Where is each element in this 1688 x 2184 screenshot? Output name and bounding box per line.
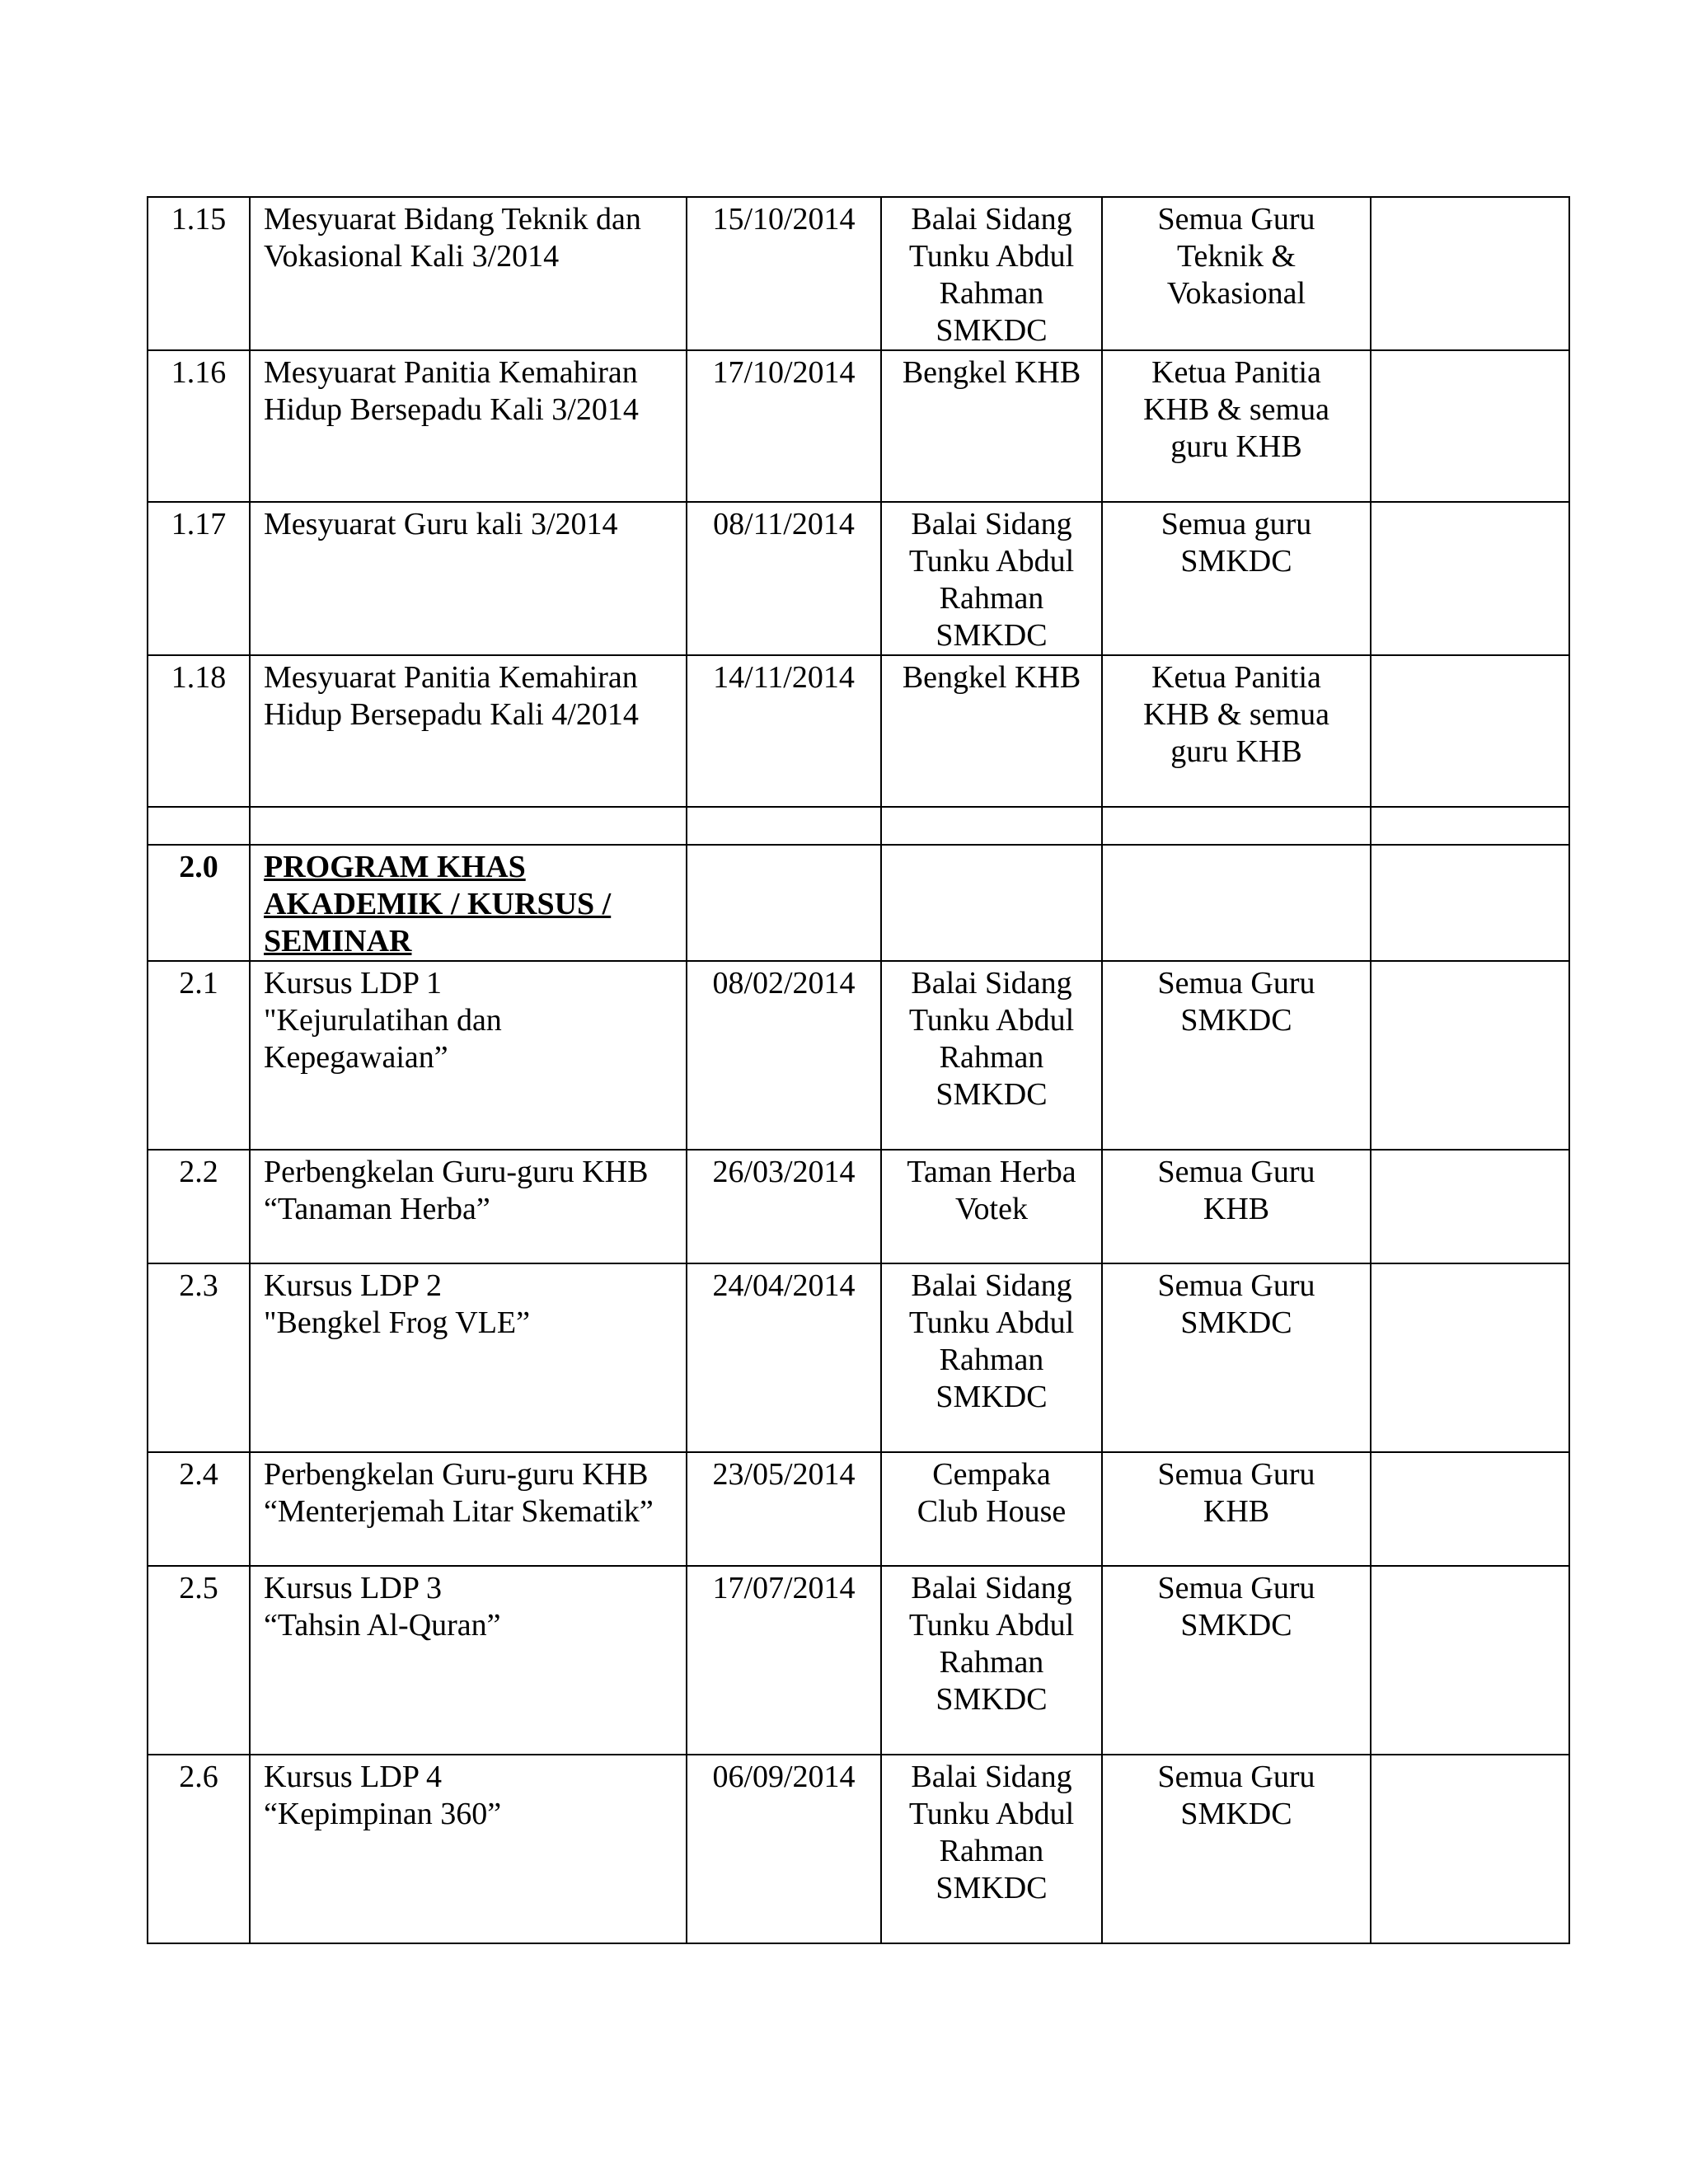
empty-cell [881, 807, 1102, 845]
location-cell: Balai Sidang Tunku Abdul Rahman SMKDC [881, 197, 1102, 350]
date-cell: 23/05/2014 [687, 1452, 881, 1566]
row-number: 1.15 [148, 197, 250, 350]
program-cell: Kursus LDP 2 "Bengkel Frog VLE” [250, 1263, 687, 1452]
program-cell: Perbengkelan Guru-guru KHB “Menterjemah Litar Skematik” [250, 1452, 687, 1566]
location-cell: Balai Sidang Tunku Abdul Rahman SMKDC [881, 961, 1102, 1150]
program-cell: Kursus LDP 3 “Tahsin Al-Quran” [250, 1566, 687, 1755]
empty-cell [148, 807, 250, 845]
program-cell: Mesyuarat Panitia Kemahiran Hidup Bersepadu Kali 4/2014 [250, 655, 687, 807]
table-row [148, 961, 1569, 1150]
row-number: 2.5 [148, 1566, 250, 1755]
date-cell: 08/02/2014 [687, 961, 881, 1150]
empty-cell [1102, 807, 1371, 845]
table-row [148, 1150, 1569, 1263]
participants-cell: Semua Guru SMKDC [1102, 1755, 1371, 1943]
location-cell: Taman Herba Votek [881, 1150, 1102, 1263]
date-cell: 15/10/2014 [687, 197, 881, 350]
empty-cell [1371, 655, 1569, 807]
empty-cell [1371, 1452, 1569, 1566]
activity-table [147, 196, 1570, 1944]
program-cell: Mesyuarat Guru kali 3/2014 [250, 502, 687, 655]
program-cell: Kursus LDP 1 "Kejurulatihan dan Kepegawaian” [250, 961, 687, 1150]
program-cell: Mesyuarat Panitia Kemahiran Hidup Bersepadu Kali 3/2014 [250, 350, 687, 502]
table-row [148, 1755, 1569, 1943]
empty-cell [687, 845, 881, 961]
location-cell: Balai Sidang Tunku Abdul Rahman SMKDC [881, 1263, 1102, 1452]
participants-cell: Semua Guru KHB [1102, 1452, 1371, 1566]
row-number: 1.17 [148, 502, 250, 655]
date-cell: 06/09/2014 [687, 1755, 881, 1943]
empty-row [148, 807, 1569, 845]
program-cell: Perbengkelan Guru-guru KHB “Tanaman Herba” [250, 1150, 687, 1263]
location-cell: Bengkel KHB [881, 655, 1102, 807]
location-cell: Balai Sidang Tunku Abdul Rahman SMKDC [881, 1755, 1102, 1943]
empty-cell [1371, 1150, 1569, 1263]
empty-cell [687, 807, 881, 845]
date-cell: 17/07/2014 [687, 1566, 881, 1755]
empty-cell [1371, 1755, 1569, 1943]
table-row [148, 502, 1569, 655]
location-cell: Balai Sidang Tunku Abdul Rahman SMKDC [881, 502, 1102, 655]
empty-cell [1371, 845, 1569, 961]
empty-cell [1371, 350, 1569, 502]
participants-cell: Ketua Panitia KHB & semua guru KHB [1102, 350, 1371, 502]
row-number: 2.1 [148, 961, 250, 1150]
empty-cell [1371, 961, 1569, 1150]
table-row [148, 1566, 1569, 1755]
row-number: 1.16 [148, 350, 250, 502]
participants-cell: Semua Guru SMKDC [1102, 961, 1371, 1150]
location-cell: Balai Sidang Tunku Abdul Rahman SMKDC [881, 1566, 1102, 1755]
row-number: 1.18 [148, 655, 250, 807]
section-header-row [148, 845, 1569, 961]
location-cell: Bengkel KHB [881, 350, 1102, 502]
section-number: 2.0 [148, 845, 250, 961]
participants-cell: Ketua Panitia KHB & semua guru KHB [1102, 655, 1371, 807]
date-cell: 24/04/2014 [687, 1263, 881, 1452]
location-cell: Cempaka Club House [881, 1452, 1102, 1566]
row-number: 2.4 [148, 1452, 250, 1566]
date-cell: 26/03/2014 [687, 1150, 881, 1263]
row-number: 2.3 [148, 1263, 250, 1452]
date-cell: 08/11/2014 [687, 502, 881, 655]
empty-cell [1371, 807, 1569, 845]
program-cell: Kursus LDP 4 “Kepimpinan 360” [250, 1755, 687, 1943]
participants-cell: Semua Guru KHB [1102, 1150, 1371, 1263]
empty-cell [881, 845, 1102, 961]
date-cell: 14/11/2014 [687, 655, 881, 807]
participants-cell: Semua Guru SMKDC [1102, 1263, 1371, 1452]
empty-cell [1102, 845, 1371, 961]
table-row [148, 1263, 1569, 1452]
empty-cell [1371, 1566, 1569, 1755]
empty-cell [1371, 197, 1569, 350]
table-row [148, 1452, 1569, 1566]
empty-cell [1371, 1263, 1569, 1452]
participants-cell: Semua guru SMKDC [1102, 502, 1371, 655]
row-number: 2.6 [148, 1755, 250, 1943]
program-cell: Mesyuarat Bidang Teknik dan Vokasional Kali 3/2014 [250, 197, 687, 350]
participants-cell: Semua Guru SMKDC [1102, 1566, 1371, 1755]
empty-cell [250, 807, 687, 845]
participants-cell: Semua Guru Teknik & Vokasional [1102, 197, 1371, 350]
table-row [148, 350, 1569, 502]
empty-cell [1371, 502, 1569, 655]
section-title: PROGRAM KHAS AKADEMIK / KURSUS / SEMINAR [250, 845, 687, 961]
row-number: 2.2 [148, 1150, 250, 1263]
table-row [148, 655, 1569, 807]
date-cell: 17/10/2014 [687, 350, 881, 502]
table-row [148, 197, 1569, 350]
